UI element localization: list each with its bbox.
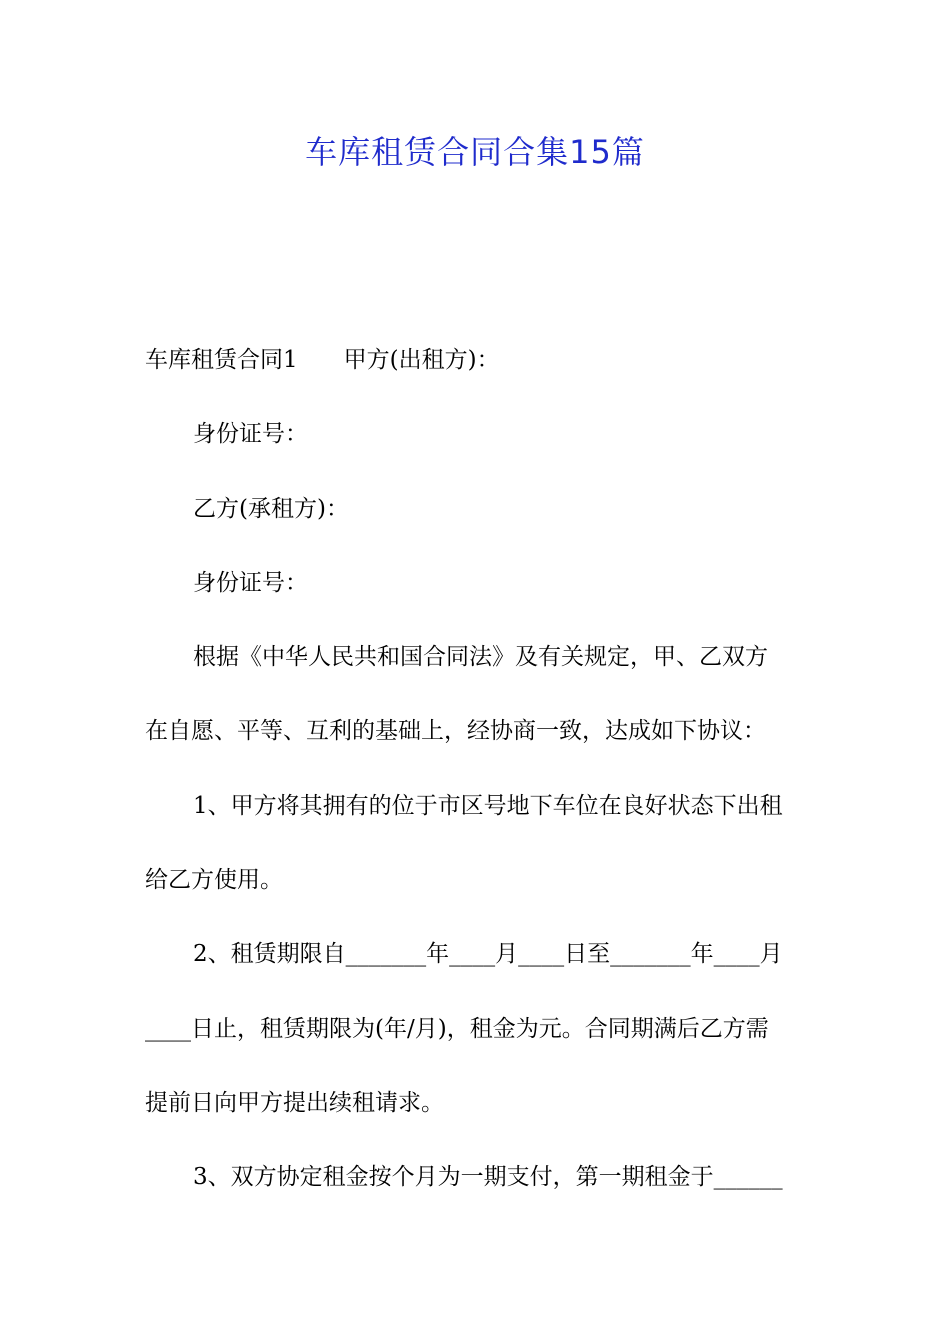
contract-heading-line: [145, 340, 815, 414]
party-a-label: 甲方(出租方)：: [343, 347, 500, 373]
clause-2-line: 2、租赁期限自_______年____月____日至_______年____月: [193, 941, 783, 968]
document-body: [145, 340, 815, 1232]
paragraph-line: ____日止，租赁期限为(年/月)，租金为元。合同期满后乙方需: [145, 1015, 769, 1042]
clause-3-line: 3、双方协定租金按个月为一期支付，第一期租金于______: [193, 1164, 783, 1191]
document-title: 车库租赁合同合集15篇: [305, 133, 645, 171]
party-b-id-line: 身份证号：: [193, 569, 308, 596]
party-a-id-line: 身份证号：: [193, 421, 308, 448]
paragraph-line: 根据《中华人民共和国合同法》及有关规定，甲、乙双方: [193, 644, 768, 671]
clause-1-line: 1、甲方将其拥有的位于市区号地下车位在良好状态下出租: [193, 792, 783, 819]
paragraph-line: 提前日向甲方提出续租请求。: [145, 1089, 444, 1116]
party-b-line: 乙方(承租方)：: [193, 495, 349, 522]
paragraph-line: 在自愿、平等、互利的基础上，经协商一致，达成如下协议：: [145, 718, 766, 745]
paragraph-line: 给乙方使用。: [145, 867, 283, 894]
contract-number: 车库租赁合同1: [145, 347, 298, 373]
